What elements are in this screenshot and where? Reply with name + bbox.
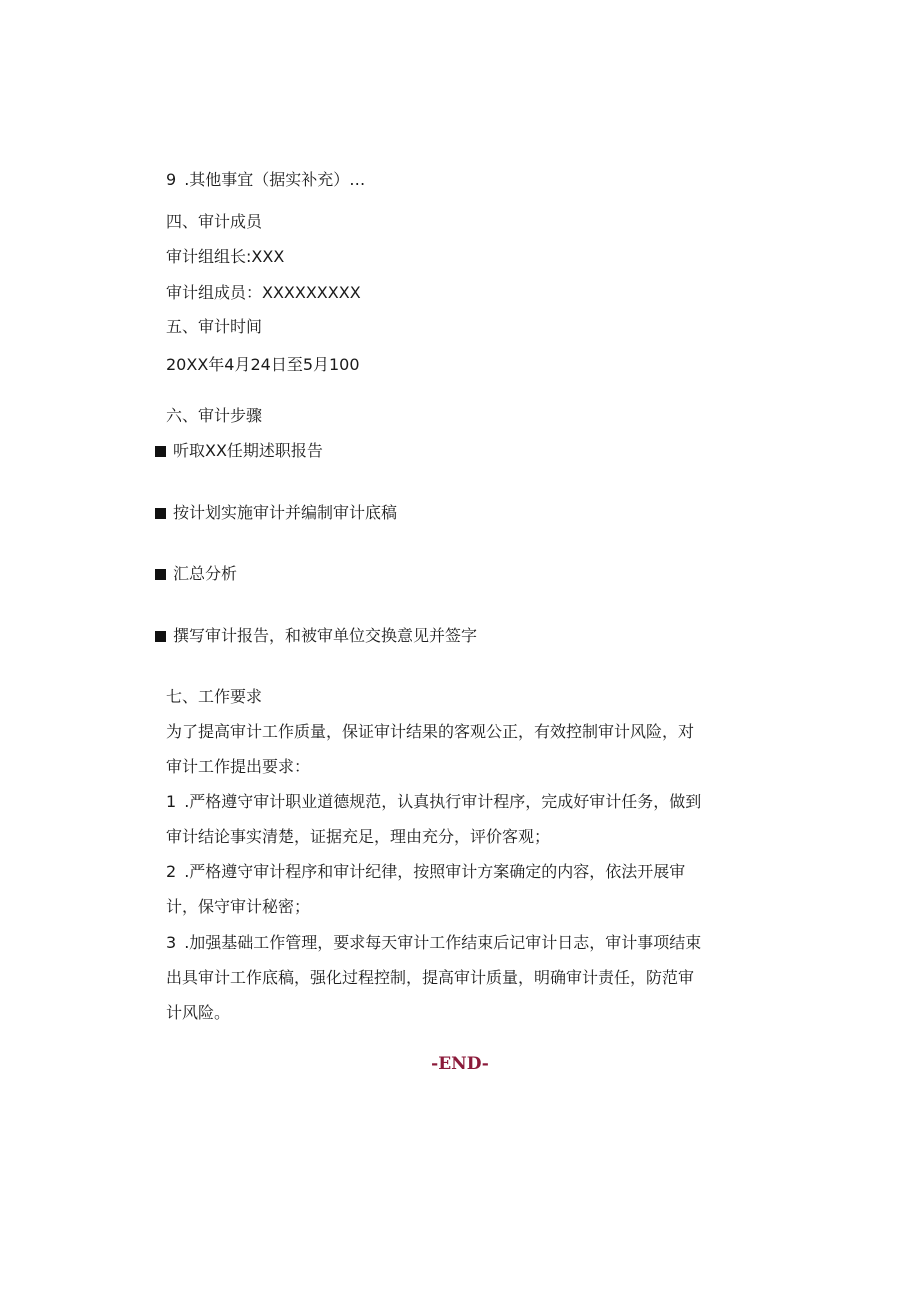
item-number: 9	[166, 170, 177, 189]
step-item	[155, 625, 477, 647]
requirements-intro-line: 为了提高审计工作质量，保证审计结果的客观公正，有效控制审计风险，对	[166, 722, 695, 741]
requirement-3-line: 出具审计工作底稿，强化过程控制，提高审计质量，明确审计责任，防范审	[166, 968, 695, 987]
audit-members: 审计组成员：XXXXXXXXX	[166, 283, 361, 302]
section-heading-members: 四、审计成员	[166, 212, 263, 231]
square-bullet-icon	[155, 508, 166, 519]
requirement-text: .严格遵守审计程序和审计纪律，按照审计方案确定的内容，依法开展审	[184, 862, 686, 881]
requirement-3-line: 计风险。	[166, 1003, 231, 1022]
requirement-1-line: 审计结论事实清楚，证据充足，理由充分，评价客观；	[166, 827, 551, 846]
step-text: 撰写审计报告，和被审单位交换意见并签字	[173, 626, 478, 645]
step-text: 听取XX任期述职报告	[173, 441, 323, 460]
audit-leader: 审计组组长:XXX	[166, 247, 285, 266]
requirement-number: 2	[166, 862, 177, 881]
step-item	[155, 440, 323, 462]
requirement-text: .加强基础工作管理，要求每天审计工作结束后记审计日志，审计事项结束	[184, 933, 702, 952]
item-text: .其他事宜（据实补充）…	[184, 170, 366, 189]
square-bullet-icon	[155, 631, 166, 642]
step-item	[155, 563, 237, 585]
step-text: 按计划实施审计并编制审计底稿	[173, 503, 398, 522]
requirement-2-line: 计，保守审计秘密；	[166, 897, 311, 916]
square-bullet-icon	[155, 569, 166, 580]
requirements-intro-line: 审计工作提出要求：	[166, 757, 311, 776]
section-heading-requirements: 七、工作要求	[166, 687, 263, 706]
square-bullet-icon	[155, 446, 166, 457]
requirement-2-line	[166, 861, 685, 883]
requirement-3-line	[166, 932, 701, 954]
step-item	[155, 502, 397, 524]
requirement-text: .严格遵守审计职业道德规范，认真执行审计程序，完成好审计任务，做到	[184, 792, 702, 811]
audit-period: 20XX年4月24日至5月100	[166, 355, 360, 374]
requirement-number: 1	[166, 792, 177, 811]
section-heading-time: 五、审计时间	[166, 317, 263, 336]
requirement-1-line	[166, 791, 701, 813]
end-mark: -END-	[431, 1054, 489, 1074]
requirement-number: 3	[166, 933, 177, 952]
item-9	[166, 169, 365, 191]
section-heading-steps: 六、审计步骤	[166, 406, 263, 425]
step-text: 汇总分析	[173, 564, 238, 583]
